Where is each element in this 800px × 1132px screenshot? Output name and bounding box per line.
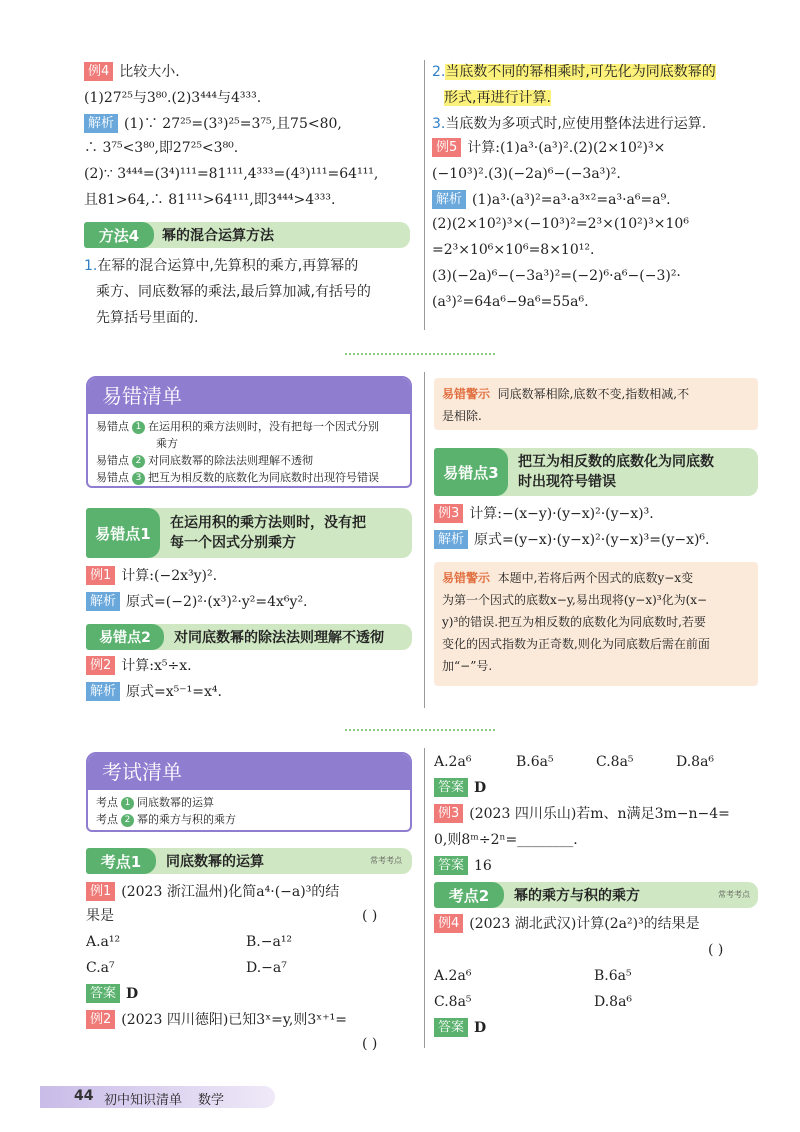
option-c[interactable]: C.a⁷ — [86, 960, 115, 976]
exam-list-box — [86, 752, 412, 832]
example-tag: 例4 — [434, 914, 463, 933]
example-tag: 例3 — [434, 504, 463, 523]
subject: 数学 — [198, 1093, 225, 1108]
exam-point-label: 考点2 — [434, 882, 504, 908]
example-3-analysis: 解析 原式=(y−x)·(y−x)²·(y−x)³=(y−x)⁶. — [434, 530, 710, 550]
answer-tag: 答案 — [434, 1018, 468, 1037]
example-tag: 例2 — [86, 1010, 115, 1029]
error-point-title: 在运用积的乘方法则时，没有把 每一个因式分别乘方 — [170, 515, 366, 551]
error-point-3-header — [434, 448, 758, 496]
method-point-1: 1.在幂的混合运算中,先算积的乘方,再算幂的 — [84, 258, 359, 274]
example-1-question: 例1 (2023 浙江温州)化简a⁴·(−a)³的结 — [86, 882, 339, 902]
answer-blank[interactable]: ( ) — [708, 942, 724, 958]
error-point-label: 易错点1 — [86, 508, 160, 558]
analysis-line: (a³)²=64a⁶−9a⁶=55a⁶. — [432, 294, 589, 310]
error-list-item: 易错点 3 把互为相反数的底数化为同底数时出现符号错误 — [96, 471, 379, 484]
error-point-label: 易错点3 — [434, 448, 508, 496]
option-a[interactable]: A.2a⁶ — [434, 754, 472, 770]
exam-list-item: 考点 2 幂的乘方与积的乘方 — [96, 813, 236, 826]
example-4-title: 例4 比较大小. — [84, 62, 180, 82]
example-tag: 例5 — [432, 138, 461, 157]
exam-point-label: 考点1 — [86, 848, 156, 874]
exam-point-title: 同底数幂的运算 — [166, 854, 264, 870]
point-3: 3.当底数为多项式时,应使用整体法进行运算. — [432, 116, 707, 132]
example-1-analysis: 解析 原式=(−2)²·(x³)²·y²=4x⁶y². — [86, 592, 308, 612]
exam-point-title: 幂的乘方与积的乘方 — [514, 888, 640, 904]
analysis-tag: 解析 — [432, 190, 466, 209]
example-3-question-cont: 0,则8ᵐ÷2ⁿ=________. — [434, 832, 578, 848]
option-d[interactable]: D.8a⁶ — [594, 994, 633, 1010]
example-5-question-cont: (−10³)².(3)(−2a)⁶−(−3a³)². — [432, 166, 621, 182]
error-point-2-header — [86, 624, 412, 650]
page-number: 44 — [74, 1088, 94, 1104]
footer-bar — [40, 1086, 275, 1108]
analysis-line: =2³×10⁶×10⁶=8×10¹². — [432, 242, 595, 258]
example-tag: 例2 — [86, 656, 115, 675]
answer-tag: 答案 — [434, 856, 468, 875]
exam-list-item: 考点 1 同底数幂的运算 — [96, 796, 214, 809]
example-tag: 例3 — [434, 804, 463, 823]
analysis-line: 且81>64,∴ 81¹¹¹>64¹¹¹,即3⁴⁴⁴>4³³³. — [84, 192, 336, 208]
error-list-item: 易错点 2 对同底数幂的除法法则理解不透彻 — [96, 454, 313, 467]
error-list-item-cont: 乘方 — [156, 437, 178, 450]
point-2-cont: 形式,再进行计算. — [444, 90, 551, 106]
error-list-item: 易错点 1 在运用积的乘方法则时，没有把每一个因式分别 — [96, 420, 379, 433]
option-d[interactable]: D.−a⁷ — [246, 960, 287, 976]
exam-point-1-header — [86, 848, 412, 874]
section-divider — [345, 729, 495, 731]
analysis-line: 解析 (1)a³·(a³)²=a³·a³ˣ²=a³·a⁶=a⁹. — [432, 190, 671, 210]
error-point-title: 对同底数幂的除法法则理解不透彻 — [174, 630, 384, 646]
analysis-tag: 解析 — [86, 682, 120, 701]
analysis-line: (3)(−2a)⁶−(−3a³)²=(−2)⁶·a⁶−(−3)²· — [432, 268, 681, 284]
analysis-line: (2)∵ 3⁴⁴⁴=(3⁴)¹¹¹=81¹¹¹,4³³³=(4³)¹¹¹=64¹¹¹, — [84, 166, 379, 182]
column-divider — [424, 372, 425, 708]
error-list-title: 易错清单 — [88, 378, 410, 414]
option-c[interactable]: C.8a⁵ — [596, 754, 634, 770]
example-4-question: (1)27²⁵与3⁸⁰.(2)3⁴⁴⁴与4³³³. — [84, 90, 262, 106]
point-2: 2.当底数不同的幂相乘时,可先化为同底数幂的 — [432, 64, 716, 80]
answer-blank[interactable]: ( ) — [362, 908, 378, 924]
column-divider — [424, 748, 425, 1048]
example-2-question: 例2 (2023 四川德阳)已知3ˣ=y,则3ˣ⁺¹= — [86, 1010, 347, 1030]
example-tag: 例1 — [86, 882, 115, 901]
error-point-title: 把互为相反数的底数化为同底数 时出现符号错误 — [518, 454, 714, 490]
example-5-question: 例5 计算:(1)a³·(a³)².(2)(2×10²)³× — [432, 138, 665, 158]
example-3-question: 例3 (2023 四川乐山)若m、n满足3m−n−4= — [434, 804, 730, 824]
option-c[interactable]: C.8a⁵ — [434, 994, 472, 1010]
answer-line: 答案 16 — [434, 856, 492, 876]
method-label: 方法4 — [84, 222, 154, 248]
method-point-1-cont: 先算括号里面的. — [96, 310, 199, 326]
error-point-1-header — [86, 508, 412, 558]
method-point-1-cont: 乘方、同底数幂的乘法,最后算加减,有括号的 — [96, 284, 371, 300]
example-3-question: 例3 计算:−(x−y)·(y−x)²·(y−x)³. — [434, 504, 654, 524]
warning-box: 易错警示 本题中,若将后两个因式的底数y−x变 为第一个因式的底数x−y,易出现将(y−x)³化为(x− y)³的错误.把互为相反数的底数化为同底数时,若要 变化的因式指数为正奇数,则化为同底数后需在前面 加“−”号. — [434, 562, 758, 686]
example-2-question: 例2 计算:x⁵÷x. — [86, 656, 192, 676]
option-b[interactable]: B.6a⁵ — [516, 754, 554, 770]
analysis-tag: 解析 — [434, 530, 468, 549]
warning-label: 易错警示 — [442, 571, 491, 585]
method-header — [84, 222, 410, 248]
exam-point-2-header — [434, 882, 758, 908]
example-2-analysis: 解析 原式=x⁵⁻¹=x⁴. — [86, 682, 222, 702]
exam-list-title: 考试清单 — [88, 754, 410, 790]
warning-label: 易错警示 — [442, 387, 491, 401]
book-title: 初中知识清单 — [104, 1093, 183, 1108]
answer-tag: 答案 — [86, 984, 120, 1003]
method-title: 幂的混合运算方法 — [162, 228, 274, 244]
answer-line: 答案 D — [434, 778, 486, 798]
answer-blank[interactable]: ( ) — [362, 1036, 378, 1052]
section-divider — [345, 353, 495, 355]
column-divider — [424, 60, 425, 330]
option-b[interactable]: B.6a⁵ — [594, 968, 632, 984]
analysis-tag: 解析 — [86, 592, 120, 611]
error-point-label: 易错点2 — [86, 624, 164, 650]
example-1-question-cont: 果是 — [86, 908, 114, 924]
analysis-line: (2)(2×10²)³×(−10³)²=2³×(10²)³×10⁶ — [432, 216, 689, 232]
error-list-box — [86, 376, 412, 488]
option-d[interactable]: D.8a⁶ — [676, 754, 715, 770]
example-tag: 例1 — [86, 566, 115, 585]
example-1-question: 例1 计算:(−2x³y)². — [86, 566, 217, 586]
frequent-note: 常考考点 — [718, 890, 750, 899]
answer-tag: 答案 — [434, 778, 468, 797]
option-a[interactable]: A.a¹² — [86, 934, 121, 950]
analysis-line: ∴ 3⁷⁵<3⁸⁰,即27²⁵<3⁸⁰. — [84, 140, 239, 156]
answer-line: 答案 D — [86, 984, 138, 1004]
analysis-tag: 解析 — [84, 114, 118, 133]
frequent-note: 常考考点 — [370, 856, 402, 865]
example-tag: 例4 — [84, 62, 113, 81]
option-b[interactable]: B.−a¹² — [246, 934, 293, 950]
answer-line: 答案 D — [434, 1018, 486, 1038]
example-4-question: 例4 (2023 湖北武汉)计算(2a²)³的结果是 — [434, 914, 700, 934]
analysis-line: 解析 (1)∵ 27²⁵=(3³)²⁵=3⁷⁵,且75<80, — [84, 114, 342, 134]
option-a[interactable]: A.2a⁶ — [434, 968, 472, 984]
warning-box: 易错警示 同底数幂相除,底数不变,指数相减,不 是相除. — [434, 378, 758, 430]
